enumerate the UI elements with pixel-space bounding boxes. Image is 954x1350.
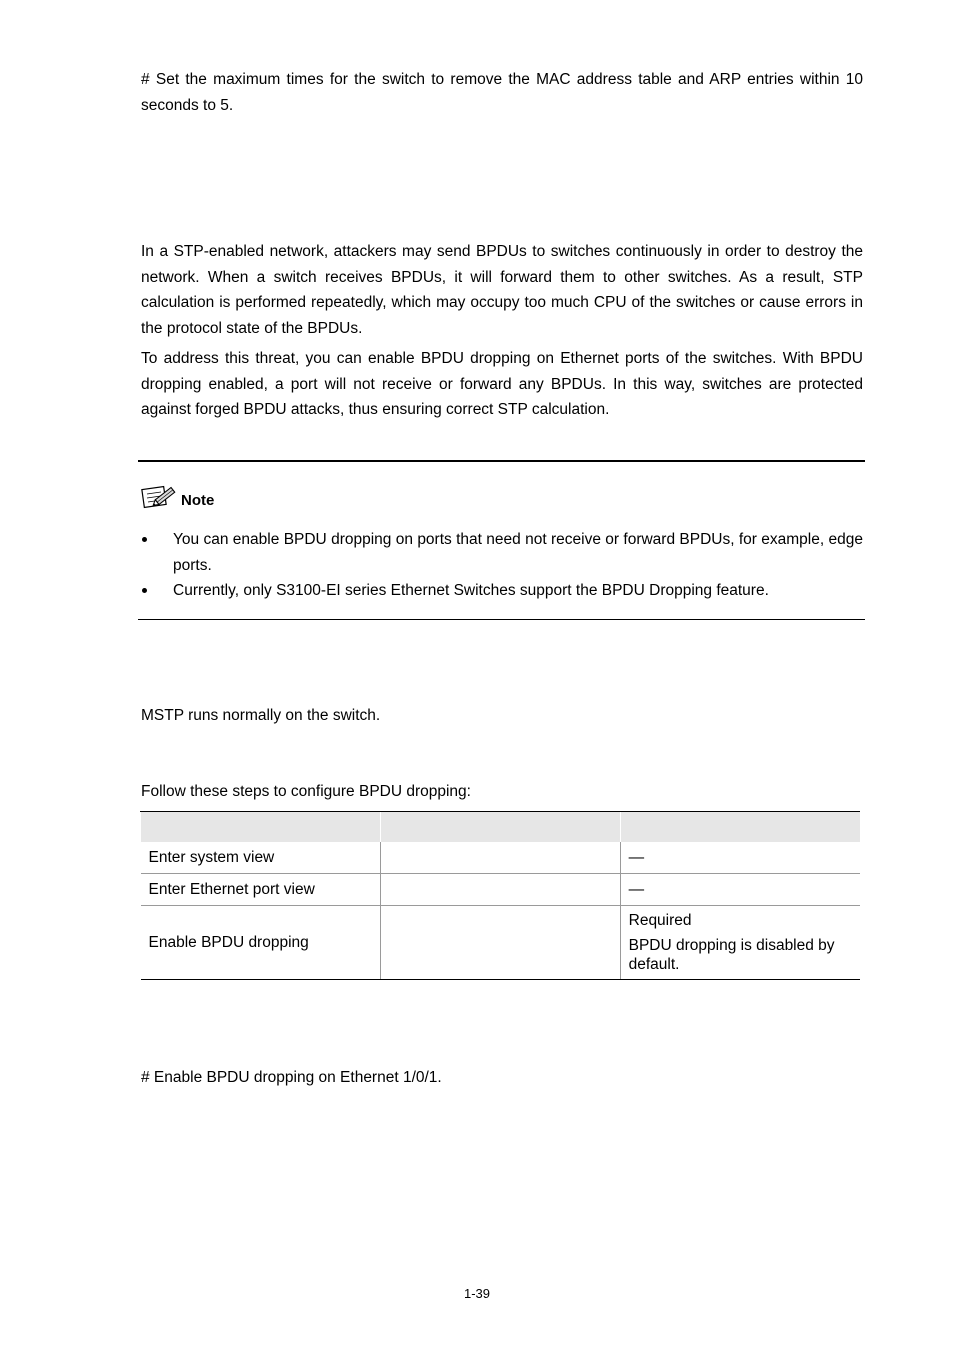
table-row [141, 874, 861, 906]
note-header [141, 478, 214, 510]
table-cell-command [380, 906, 620, 980]
threat-paragraph: In a STP-enabled network, attackers may send BPDUs to switches continuously in order to destroy the network. When a switch receives BPDUs, it will forward them to other switches. As a result, STP calculation is performed repeatedly, which may occupy too much CPU of the switches or cause errors in the protocol state of the BPDUs. [141, 243, 863, 337]
remarks-default: BPDU dropping is disabled by default. [628, 937, 835, 973]
table-cell-remarks [620, 906, 860, 980]
note-top-rule [138, 460, 865, 462]
table-header-row [141, 812, 861, 843]
note-bullet-list [141, 527, 863, 604]
example-line: # Enable BPDU dropping on Ethernet 1/0/1. [141, 1069, 442, 1086]
note-bullet-item [141, 527, 863, 578]
page-number: 1-39 [463, 1286, 491, 1301]
remarks-required: Required [628, 912, 692, 929]
steps-intro-text: Follow these steps to configure BPDU dropping: [141, 783, 471, 800]
table-row [141, 906, 861, 980]
note-pencil-icon [141, 480, 179, 510]
bullet-icon [142, 588, 147, 593]
table-header-operation [141, 812, 381, 843]
table-cell-operation: Enter system view [141, 842, 381, 874]
table-cell-command [380, 842, 620, 874]
table-cell-command [380, 874, 620, 906]
note-bullet-item [141, 578, 863, 604]
note-label: Note [181, 492, 215, 509]
table-header-remarks [620, 812, 860, 843]
note-bullet-text: You can enable BPDU dropping on ports that need not receive or forward BPDUs, for example, edge ports. [173, 531, 863, 574]
solution-paragraph: To address this threat, you can enable BPDU dropping on Ethernet ports of the switches. With BPDU dropping enabled, a port will not receive or forward any BPDUs. In this way, switches are protected against forged BPDU attacks, thus ensuring correct STP calculation. [141, 350, 863, 418]
note-bullet-text: Currently, only S3100-EI series Ethernet Switches support the BPDU Dropping feature. [173, 582, 769, 599]
table-header-command [380, 812, 620, 843]
table-row [141, 842, 861, 874]
intro-line: # Set the maximum times for the switch to remove the MAC address table and ARP entries within 10 seconds to 5. [141, 71, 863, 114]
table-cell-remarks: — [620, 842, 860, 874]
table-cell-operation: Enter Ethernet port view [141, 874, 381, 906]
prerequisite-text: MSTP runs normally on the switch. [141, 707, 381, 724]
table-cell-operation: Enable BPDU dropping [141, 906, 381, 980]
bullet-icon [142, 537, 147, 542]
note-bottom-rule [138, 619, 865, 620]
table-cell-remarks: — [620, 874, 860, 906]
configuration-steps-table [140, 811, 860, 980]
